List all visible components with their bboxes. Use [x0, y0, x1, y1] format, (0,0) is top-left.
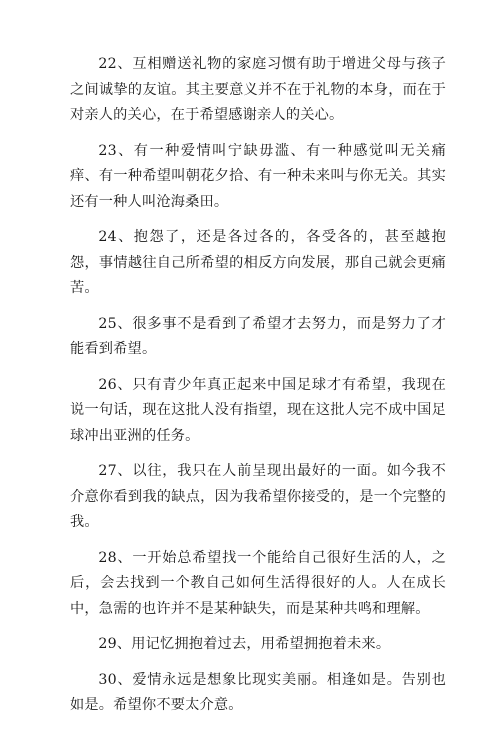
paragraph-23: 23、有一种爱情叫宁缺毋滥、有一种感觉叫无关痛痒、有一种希望叫朝花夕拾、有一种未来叫与你无关。其实还有一种人叫沧海桑田。 — [70, 142, 446, 210]
paragraph-28: 28、一开始总希望找一个能给自己很好生活的人，之后，会去找到一个教自己如何生活得很好的人。人在成长中，急需的也许并不是某种缺失，而是某种共鸣和理解。 — [70, 549, 446, 617]
paragraph-29: 29、用记忆拥抱着过去，用希望拥抱着未来。 — [98, 636, 391, 652]
paragraph-24: 24、抱怨了，还是各过各的，各受各的，甚至越抱怨，事情越往自己所希望的相反方向发展，那自己就会更痛苦。 — [70, 229, 446, 296]
paragraph-26: 26、只有青少年真正起来中国足球才有希望，我现在说一句话，现在这批人没有指望，现在这批人完不成中国足球冲出亚洲的任务。 — [70, 376, 446, 444]
paragraph-25: 25、很多事不是看到了希望才去努力，而是努力了才能看到希望。 — [70, 315, 446, 357]
paragraph-27: 27、以往，我只在人前呈现出最好的一面。如今我不介意你看到我的缺点，因为我希望你接受的，是一个完整的我。 — [70, 463, 446, 530]
document-page — [70, 52, 446, 729]
paragraph-22: 22、互相赠送礼物的家庭习惯有助于增进父母与孩子之间诚挚的友谊。其主要意义并不在于礼物的本身，而在于对亲人的关心，在于希望感谢亲人的关心。 — [70, 56, 446, 123]
paragraph-30: 30、爱情永远是想象比现实美丽。相逢如是。告别也如是。希望你不要太介意。 — [70, 671, 446, 713]
